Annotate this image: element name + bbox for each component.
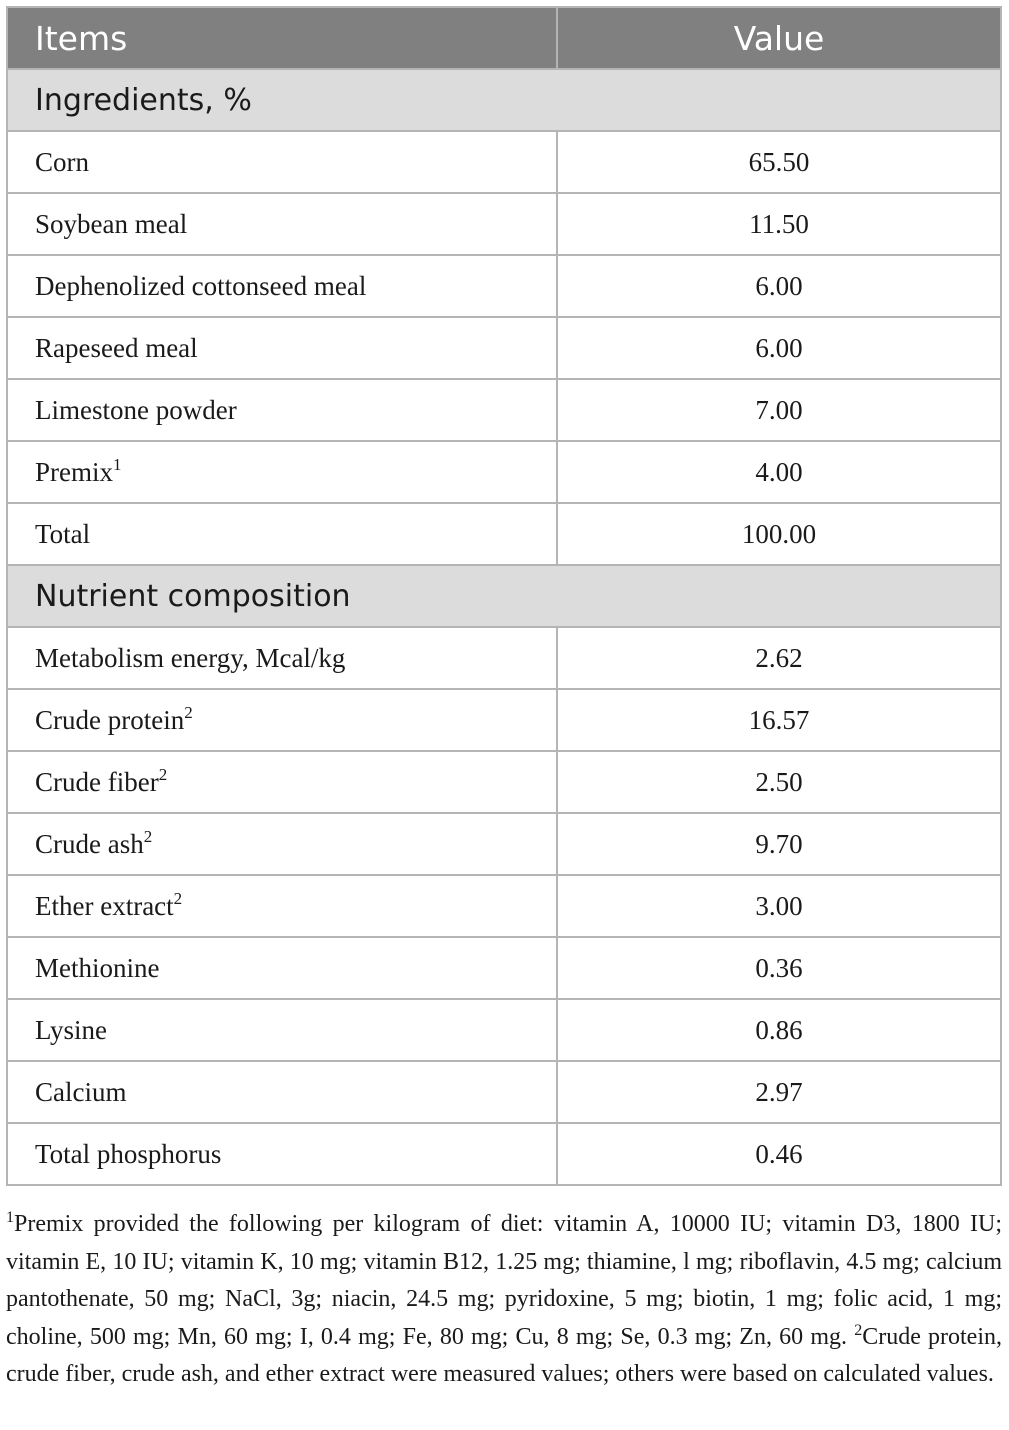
row-value: 6.00 xyxy=(557,317,1001,379)
table-row xyxy=(7,1061,1001,1123)
table-row xyxy=(7,937,1001,999)
table-row xyxy=(7,379,1001,441)
table-row xyxy=(7,441,1001,503)
section-row-ingredients xyxy=(7,69,1001,131)
row-label: Crude ash$^2$ xyxy=(7,813,557,875)
row-label: Soybean meal xyxy=(7,193,557,255)
row-value: 4.00 xyxy=(557,441,1001,503)
footnote-2-text: Crude protein, crude fiber, crude ash, and ether extract were measured values; others were based on calculated values. xyxy=(6,1323,1003,1387)
footnote-2-marker: 2 xyxy=(854,1321,863,1339)
row-label: Rapeseed meal xyxy=(7,317,557,379)
table-row xyxy=(7,627,1001,689)
row-label: Crude protein$^2$ xyxy=(7,689,557,751)
row-value: 2.62 xyxy=(557,627,1001,689)
table-row xyxy=(7,193,1001,255)
footnote-marker: 2 xyxy=(143,826,153,846)
table-row xyxy=(7,255,1001,317)
row-label: Dephenolized cottonseed meal xyxy=(7,255,557,317)
row-value: 6.00 xyxy=(557,255,1001,317)
table-row xyxy=(7,689,1001,751)
header-value: Value xyxy=(557,7,1001,69)
table-row xyxy=(7,751,1001,813)
table-footnotes xyxy=(6,1206,1002,1394)
row-value: 2.50 xyxy=(557,751,1001,813)
table-header-row xyxy=(7,7,1001,69)
row-value: 7.00 xyxy=(557,379,1001,441)
row-value: 0.86 xyxy=(557,999,1001,1061)
header-items: Items xyxy=(7,7,557,69)
table-row xyxy=(7,503,1001,565)
row-label: Calcium xyxy=(7,1061,557,1123)
row-label: Total xyxy=(7,503,557,565)
row-label: Ether extract$^2$ xyxy=(7,875,557,937)
diet-composition-table xyxy=(6,6,1002,1186)
footnote-1-text: Premix provided the following per kilogram of diet: vitamin A, 10000 IU; vitamin D3, 1800 IU; vitamin E, 10 IU; vitamin K, 10 mg; vitamin B12, 1.25 mg; thiamine, l mg; riboflavin, 4.5 mg; calcium pantothenate, 50 mg; NaCl, 3g; niacin, 24.5 mg; pyridoxine, 5 mg; biotin, 1 mg; folic acid, 1 mg; choline, 500 mg; Mn, 60 mg; I, 0.4 mg; Fe, 80 mg; Cu, 8 mg; Se, 0.3 mg; Zn, 60 mg. xyxy=(6,1211,1002,1350)
footnote-1-marker: 1 xyxy=(6,1209,14,1226)
row-value: 16.57 xyxy=(557,689,1001,751)
table-body xyxy=(7,69,1001,1185)
footnote-marker: 2 xyxy=(158,764,168,784)
row-label: Limestone powder xyxy=(7,379,557,441)
row-value: 0.36 xyxy=(557,937,1001,999)
row-value: 3.00 xyxy=(557,875,1001,937)
table-row xyxy=(7,131,1001,193)
row-label: Crude fiber$^2$ xyxy=(7,751,557,813)
footnote-marker: 2 xyxy=(184,702,193,722)
table-row xyxy=(7,317,1001,379)
section-title: Ingredients, % xyxy=(7,69,1001,131)
section-row-nutrients xyxy=(7,565,1001,627)
row-label: Corn xyxy=(7,131,557,193)
footnote-marker: 1 xyxy=(113,454,122,474)
row-label: Total phosphorus xyxy=(7,1123,557,1185)
row-value: 2.97 xyxy=(557,1061,1001,1123)
row-value: 100.00 xyxy=(557,503,1001,565)
table-row xyxy=(7,813,1001,875)
table-row xyxy=(7,999,1001,1061)
row-label: Methionine xyxy=(7,937,557,999)
section-title: Nutrient composition xyxy=(7,565,1001,627)
row-value: 9.70 xyxy=(557,813,1001,875)
footnote-marker: 2 xyxy=(173,888,183,908)
row-label: Premix$^1$ xyxy=(7,441,557,503)
table-row xyxy=(7,1123,1001,1185)
row-value: 11.50 xyxy=(557,193,1001,255)
row-label: Lysine xyxy=(7,999,557,1061)
row-label: Metabolism energy, Mcal/kg xyxy=(7,627,557,689)
table-row xyxy=(7,875,1001,937)
row-value: 65.50 xyxy=(557,131,1001,193)
row-value: 0.46 xyxy=(557,1123,1001,1185)
